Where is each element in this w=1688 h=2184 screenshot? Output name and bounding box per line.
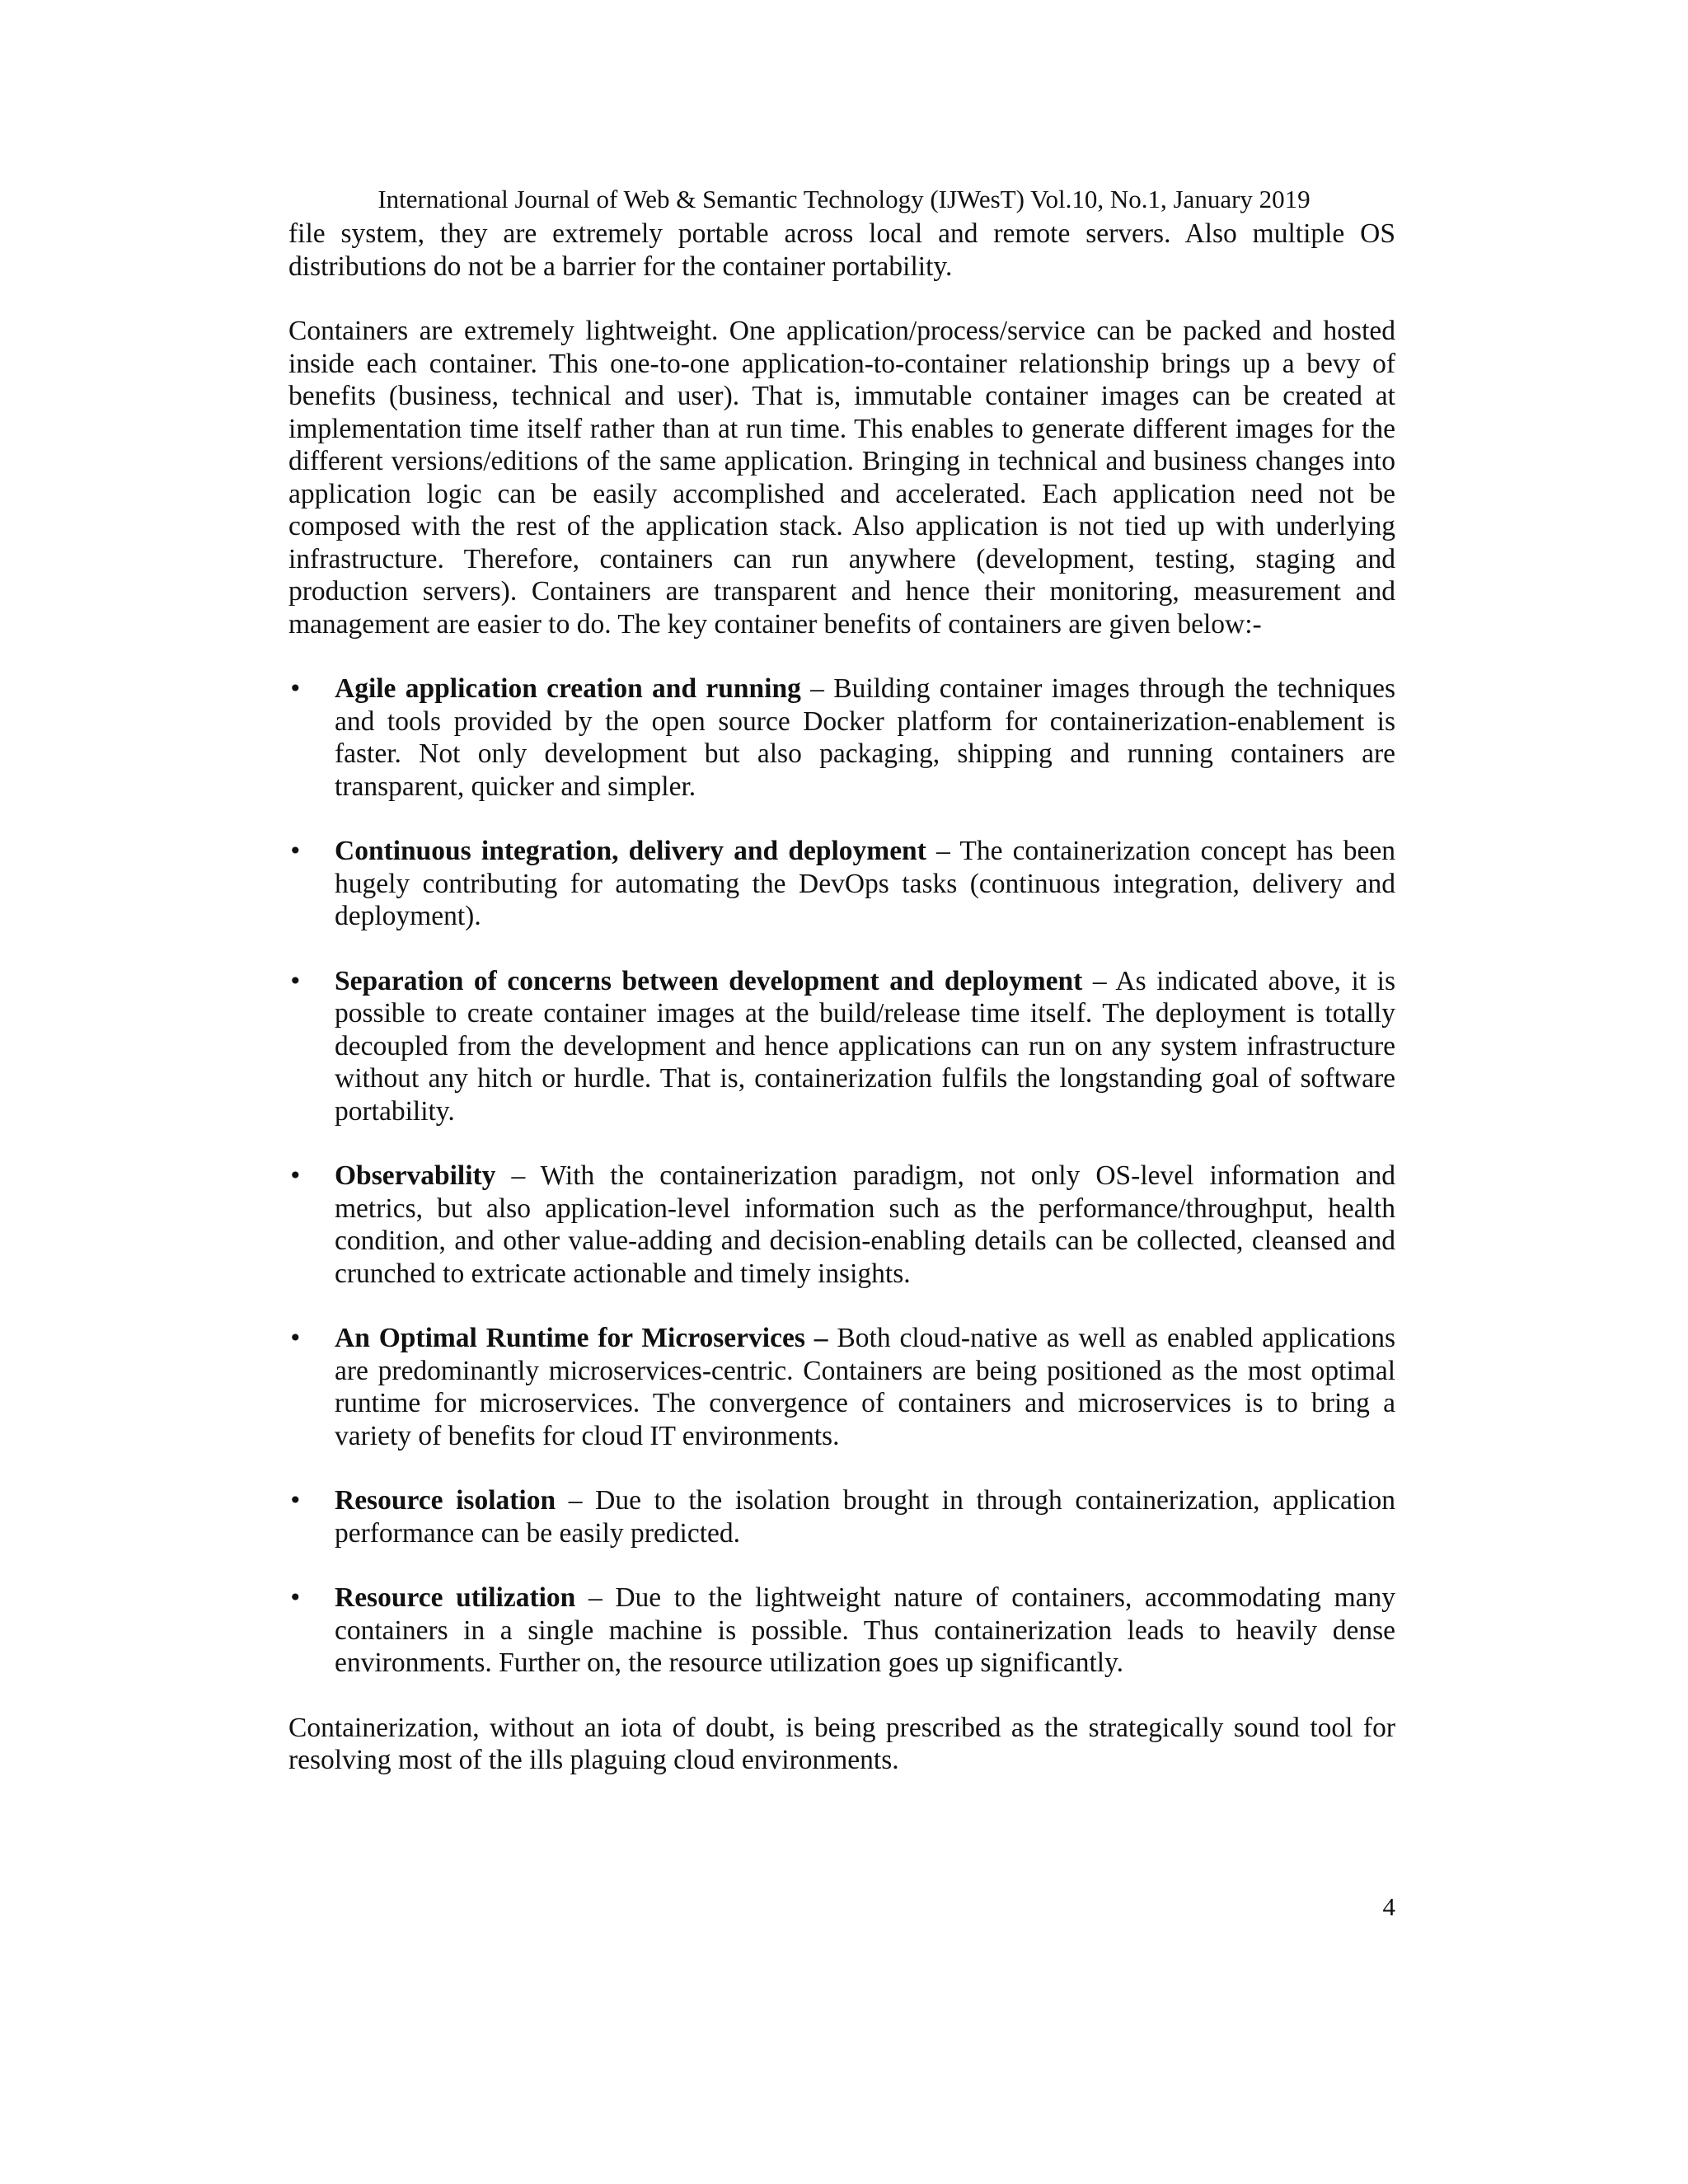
paragraph-lightweight: Containers are extremely lightweight. One application/process/service can be packed and hosted inside each container. This one-to-one application-to-container relationship brings up a bevy of benefits (business, technical and user). That is, immutable container images can be created at implementation time itself rather than at run time. This enables to generate different images for the different versions/editions of the same application. Bringing in technical and business changes into application logic can be easily accomplished and accelerated. Each application need not be composed with the rest of the application stack. Also application is not tied up with underlying infrastructure. Therefore, containers can run anywhere (development, testing, staging and production servers). Containers are transparent and hence their monitoring, measurement and management are easier to do. The key container benefits of containers are given below:- [288,316,1395,640]
list-item [288,835,1395,933]
page-body [288,218,1395,1809]
bullet-icon: • [288,837,302,865]
bullet-term: Resource isolation [335,1485,556,1516]
running-header: International Journal of Web & Semantic Technology (IJWesT) Vol.10, No.1, January 2019 [377,185,1311,213]
bullet-text: – With the containerization paradigm, not only OS-level information and metrics, but also application-level information such as the performance/throughput, health condition, and other value-adding and decision-enabling details can be collected, cleansed and crunched to extricate actionable and timely insights. [335,1160,1395,1289]
benefits-list [288,673,1395,1680]
bullet-text: Both cloud-native as well as enabled applications are predominantly microservices-centric. Containers are being positioned as the most optimal runtime for microservices. The convergence of containers and microservices is to bring a variety of benefits for cloud IT environments. [335,1323,1395,1451]
bullet-icon: • [288,1487,302,1514]
bullet-icon: • [288,1584,302,1611]
bullet-term: An Optimal Runtime for Microservices – [335,1323,828,1353]
page-number: 4 [1382,1892,1395,1921]
bullet-icon: • [288,1162,302,1189]
bullet-text: – The containerization concept has been hugely contributing for automating the DevOps tasks (continuous integration, delivery and deployment). [335,836,1395,931]
list-item [288,673,1395,803]
bullet-term: Resource utilization [335,1582,576,1613]
bullet-term: Continuous integration, delivery and deployment [335,836,926,866]
list-item [288,1484,1395,1549]
list-item [288,1582,1395,1680]
list-item [288,1322,1395,1452]
bullet-icon: • [288,967,302,995]
bullet-text: – Due to the lightweight nature of containers, accommodating many containers in a single machine is possible. Thus containerization leads to heavily dense environments. Further on, the resource utilization goes up significantly. [335,1582,1396,1678]
list-item [288,965,1395,1128]
paragraph-conclusion: Containerization, without an iota of doubt, is being prescribed as the strategically sound tool for resolving most of the ills plaguing cloud environments. [288,1712,1395,1775]
list-item [288,1160,1395,1290]
bullet-term: Separation of concerns between development and deployment [335,965,1083,996]
bullet-text: – As indicated above, it is possible to create container images at the build/release time itself. The deployment is totally decoupled from the development and hence applications can run on any system infrastructure without any hitch or hurdle. That is, containerization fulfils the longstanding goal of software portability. [335,965,1396,1127]
bullet-icon: • [288,675,302,702]
bullet-text: – Due to the isolation brought in through containerization, application performance can be easily predicted. [335,1485,1395,1549]
bullet-icon: • [288,1324,302,1352]
paragraph-portability: file system, they are extremely portable across local and remote servers. Also multiple OS distributions do not be a barrier for the container portability. [288,218,1395,282]
bullet-term: Observability [335,1160,496,1191]
bullet-text: – Building container images through the techniques and tools provided by the open source Docker platform for containerization-enablement is faster. Not only development but also packaging, shipping and running containers are transparent, quicker and simpler. [335,673,1395,802]
bullet-term: Agile application creation and running [335,673,801,704]
